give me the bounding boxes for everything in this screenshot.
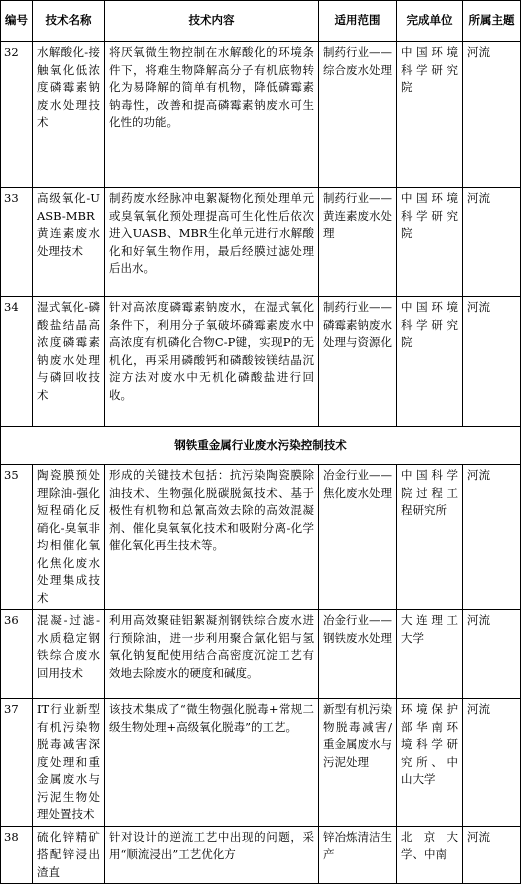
cell-scope: 冶金行业——钢铁废水处理	[319, 610, 397, 699]
cell-content: 将厌氧微生物控制在水解酸化的环境条件下，将难生物降解高分子有机底物转化为易降解的简单有机物，降低磷霉素钠毒性，改善和提高磷霉素钠废水可生化性的功能。	[105, 42, 319, 188]
cell-theme: 河流	[463, 699, 521, 827]
table-row	[1, 610, 521, 699]
header-unit: 完成单位	[397, 1, 463, 42]
cell-content: 针对设计的逆流工艺中出现的问题，采用“顺流浸出”工艺优化方	[105, 826, 319, 884]
cell-content: 该技术集成了“微生物强化脱毒+常规二级生物处理+高级氧化脱毒”的工艺。	[105, 699, 319, 827]
cell-unit: 中国环境科学研究院	[397, 42, 463, 188]
table-row	[1, 465, 521, 610]
cell-no: 36	[1, 610, 33, 699]
cell-no: 37	[1, 699, 33, 827]
cell-scope: 制药行业——黄连素废水处理	[319, 188, 397, 297]
header-name: 技术名称	[33, 1, 105, 42]
cell-scope: 制药行业——综合废水处理	[319, 42, 397, 188]
cell-scope: 冶金行业——焦化废水处理	[319, 465, 397, 610]
cell-name: 混凝-过滤-水质稳定钢铁综合废水回用技术	[33, 610, 105, 699]
cell-theme: 河流	[463, 42, 521, 188]
section-title: 钢铁重金属行业废水污染控制技术	[1, 427, 521, 465]
cell-scope: 锌冶炼清洁生产	[319, 826, 397, 884]
header-no: 编号	[1, 1, 33, 42]
cell-name: 高级氧化-UASB-MBR黄连素废水处理技术	[33, 188, 105, 297]
cell-no: 35	[1, 465, 33, 610]
cell-theme: 河流	[463, 188, 521, 297]
table-row	[1, 699, 521, 827]
header-row	[1, 1, 521, 42]
cell-name: 湿式氧化-磷酸盐结晶高浓度磷霉素钠废水处理与磷回收技术	[33, 297, 105, 427]
cell-scope: 制药行业——磷霉素钠废水处理与资源化	[319, 297, 397, 427]
header-content: 技术内容	[105, 1, 319, 42]
cell-unit: 中国科学院过程工程研究所	[397, 465, 463, 610]
header-scope: 适用范围	[319, 1, 397, 42]
cell-name: 陶瓷膜预处理除油-强化短程硝化反硝化-臭氧非均相催化氧化焦化废水处理集成技术	[33, 465, 105, 610]
cell-content: 形成的关键技术包括：抗污染陶瓷膜除油技术、生物强化脱碳脱氮技术、基于极性有机物和总氰高效去除的高效混凝剂、催化臭氧氧化技术和吸附分离-化学催化氧化再生技术等。	[105, 465, 319, 610]
section-row	[1, 427, 521, 465]
cell-name: IT行业新型有机污染物脱毒减害深度处理和重金属废水与污泥生物处理处置技术	[33, 699, 105, 827]
cell-unit: 中国环境科学研究院	[397, 188, 463, 297]
cell-content: 制药废水经脉冲电絮凝物化预处理单元或臭氧氧化预处理提高可生化性后依次进入UASB、MBR生化单元进行水解酸化和好氧生物作用，最后经膜过滤处理后出水。	[105, 188, 319, 297]
cell-content: 利用高效聚硅铝絮凝剂钢铁综合废水进行预除油，进一步利用聚合氯化铝与氢氧化钠复配使用结合高密度沉淀工艺有效地去除废水的硬度和碱度。	[105, 610, 319, 699]
cell-no: 38	[1, 826, 33, 884]
cell-theme: 河流	[463, 297, 521, 427]
table-row	[1, 42, 521, 188]
table-row	[1, 826, 521, 884]
cell-theme: 河流	[463, 465, 521, 610]
cell-no: 32	[1, 42, 33, 188]
header-theme: 所属主题	[463, 1, 521, 42]
cell-name: 硫化锌精矿搭配锌浸出渣直	[33, 826, 105, 884]
cell-theme: 河流	[463, 610, 521, 699]
cell-unit: 大连理工大学	[397, 610, 463, 699]
cell-content: 针对高浓度磷霉素钠废水，在湿式氧化条件下，利用分子氧破坏磷霉素废水中高浓度有机磷化合物C-P键，实现P的无机化，再采用磷酸钙和磷酸铵镁结晶沉淀方法对废水中无机化磷酸盐进行回收。	[105, 297, 319, 427]
cell-theme: 河流	[463, 826, 521, 884]
cell-unit: 北京大学、中南	[397, 826, 463, 884]
cell-no: 34	[1, 297, 33, 427]
cell-no: 33	[1, 188, 33, 297]
table-row	[1, 297, 521, 427]
table-row	[1, 188, 521, 297]
cell-name: 水解酸化-接触氧化低浓度磷霉素钠废水处理技术	[33, 42, 105, 188]
cell-unit: 环境保护部华南环境科学研究所、中山大学	[397, 699, 463, 827]
cell-scope: 新型有机污染物脱毒减害/重金属废水与污泥处理	[319, 699, 397, 827]
cell-unit: 中国环境科学研究院	[397, 297, 463, 427]
